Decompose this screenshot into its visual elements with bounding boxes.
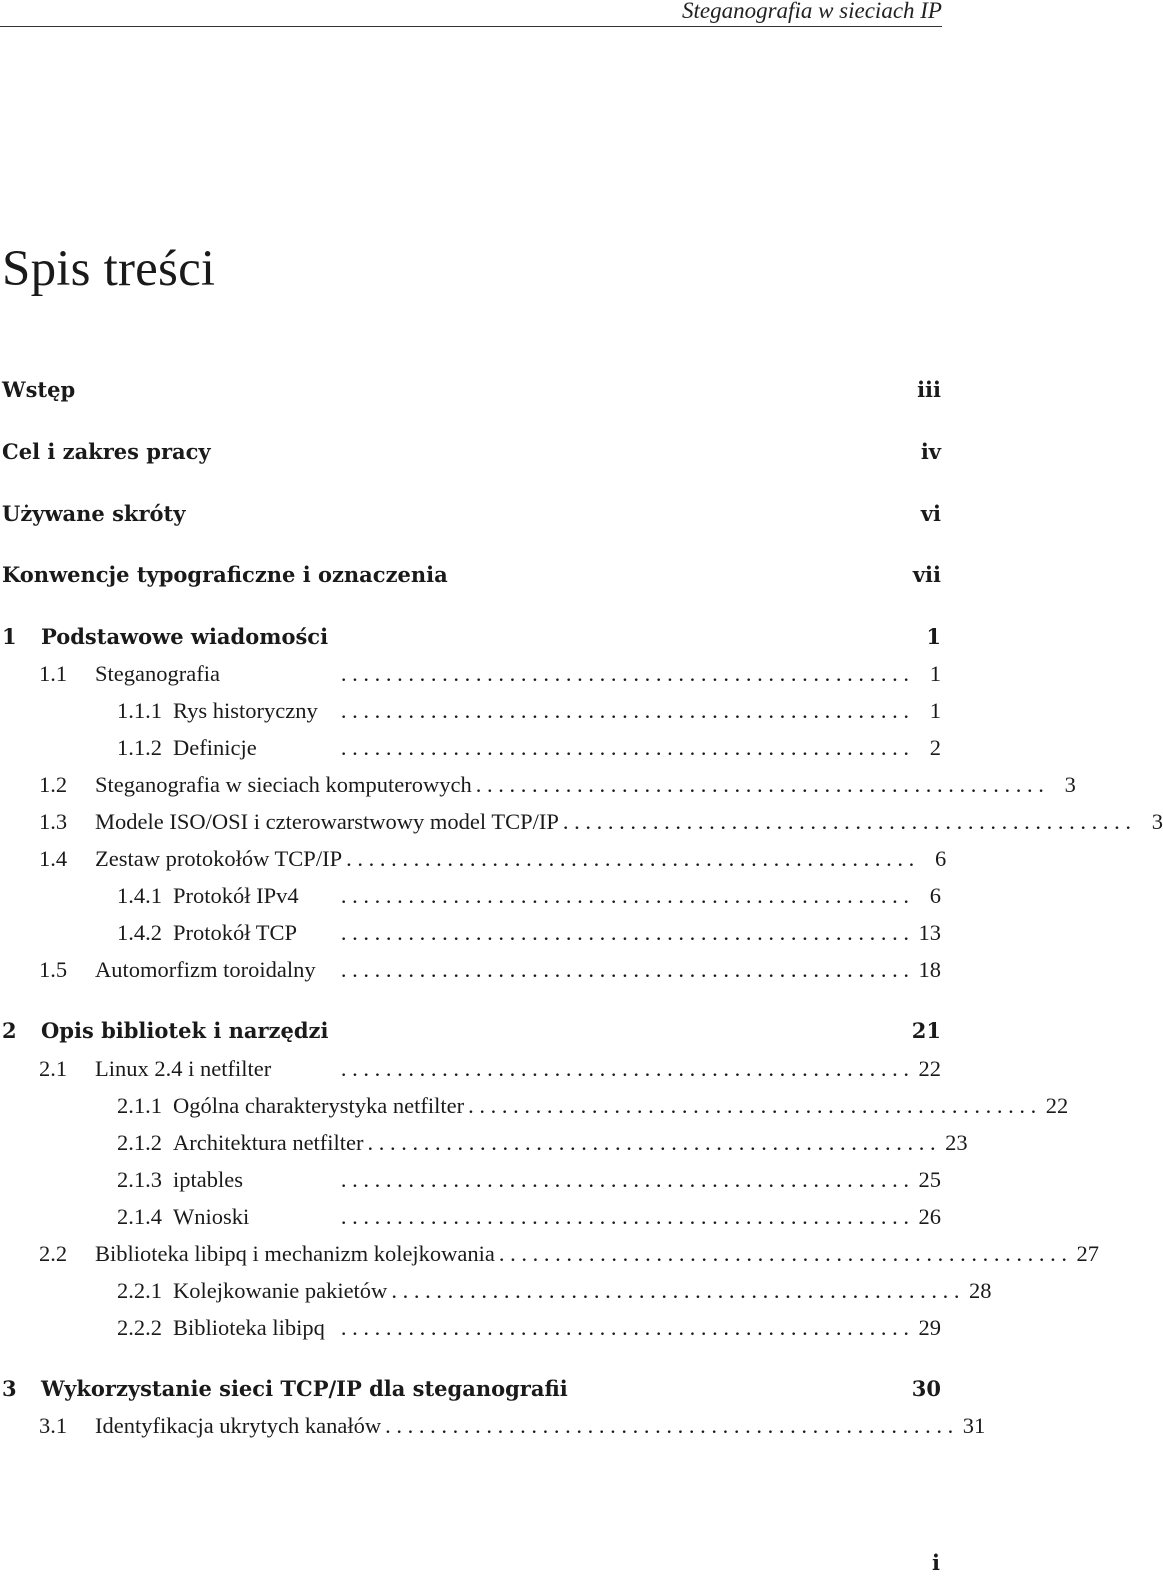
toc-entry-page: iv	[920, 439, 941, 464]
toc-section-1-2[interactable]	[0, 770, 1076, 800]
toc-entry-number: 2.2.2	[117, 1315, 162, 1340]
toc-subsection-2-1-2[interactable]	[0, 1128, 968, 1158]
toc-entry-page: 3	[1064, 772, 1076, 797]
toc-entry-title: Ogólna charakterystyka netfilter	[173, 1093, 465, 1118]
dot-leader: . . . . . . . . . . . . . . . . . . . . . . . . . . . . . . . . . . . . . . . . . . . . . . . . . . .	[340, 1056, 909, 1081]
toc-entry-title: iptables	[173, 1167, 243, 1192]
toc-entry-page: 28	[968, 1278, 992, 1303]
toc-entry-page: vii	[912, 562, 941, 587]
toc-entry-title: Definicje	[173, 735, 257, 760]
toc-entry-page: 22	[918, 1056, 941, 1081]
toc-entry-page: 1	[929, 698, 941, 723]
toc-entry-number: 1.1	[39, 661, 68, 686]
toc-entry-title: Wstęp	[2, 377, 76, 402]
toc-entry-number: 1.1.2	[117, 735, 162, 760]
toc-subsection-1-4-2[interactable]	[0, 918, 941, 948]
toc-entry-number: 1.4	[39, 846, 68, 871]
toc-entry-title: Konwencje typograficzne i oznaczenia	[2, 562, 448, 587]
dot-leader: . . . . . . . . . . . . . . . . . . . . . . . . . . . . . . . . . . . . . . . . . . . . . . . . . . .	[340, 735, 909, 760]
toc-entry-title: Podstawowe wiadomości	[41, 624, 329, 649]
toc-entry-title: Rys historyczny	[173, 698, 318, 723]
toc-entry-page: 13	[918, 920, 941, 945]
dot-leader: . . . . . . . . . . . . . . . . . . . . . . . . . . . . . . . . . . . . . . . . . . . . . . . . . . .	[340, 698, 909, 723]
dot-leader: . . . . . . . . . . . . . . . . . . . . . . . . . . . . . . . . . . . . . . . . . . . . . . . . . . .	[340, 1315, 909, 1340]
toc-entry-number: 2.1.3	[117, 1167, 162, 1192]
toc-entry-konwencje[interactable]	[0, 560, 941, 590]
toc-entry-number: 2	[2, 1018, 17, 1043]
toc-entry-number: 1.3	[39, 809, 68, 834]
dot-leader: . . . . . . . . . . . . . . . . . . . . . . . . . . . . . . . . . . . . . . . . . . . . . . . . . . .	[391, 1278, 960, 1303]
toc-entry-title: Zestaw protokołów TCP/IP	[95, 846, 343, 871]
toc-entry-number: 2.1.1	[117, 1093, 162, 1118]
dot-leader: . . . . . . . . . . . . . . . . . . . . . . . . . . . . . . . . . . . . . . . . . . . . . . . . . . .	[562, 809, 1132, 834]
toc-entry-page: 21	[911, 1018, 941, 1043]
toc-entry-number: 1.1.1	[117, 698, 162, 723]
toc-entry-page: 31	[962, 1413, 986, 1438]
toc-entry-number: 2.1.2	[117, 1130, 162, 1155]
toc-entry-title: Biblioteka libipq	[173, 1315, 325, 1340]
toc-entry-title: Modele ISO/OSI i czterowarstwowy model TCP/IP	[95, 809, 559, 834]
toc-entry-cel-i-zakres-pracy[interactable]	[0, 437, 941, 467]
toc-entry-number: 2.2.1	[117, 1278, 162, 1303]
toc-chapter-3[interactable]	[0, 1374, 941, 1404]
toc-entry-number: 2.1	[39, 1056, 68, 1081]
running-header-title: Steganografia w sieciach IP	[682, 0, 942, 23]
toc-subsection-2-2-1[interactable]	[0, 1276, 992, 1306]
toc-entry-page: 25	[918, 1167, 941, 1192]
toc-entry-number: 2.1.4	[117, 1204, 162, 1229]
toc-entry-page: 2	[929, 735, 941, 760]
dot-leader: . . . . . . . . . . . . . . . . . . . . . . . . . . . . . . . . . . . . . . . . . . . . . . . . . . .	[475, 772, 1044, 797]
toc-section-3-1[interactable]	[0, 1411, 986, 1441]
toc-entry-wstep[interactable]	[0, 375, 941, 405]
toc-entry-page: 6	[934, 846, 947, 871]
toc-entry-number: 1.5	[39, 957, 68, 982]
toc-subsection-1-1-1[interactable]	[0, 696, 941, 726]
dot-leader: . . . . . . . . . . . . . . . . . . . . . . . . . . . . . . . . . . . . . . . . . . . . . . . . . . .	[340, 1204, 909, 1229]
toc-entry-title: Linux 2.4 i netfilter	[95, 1056, 272, 1081]
toc-subsection-1-4-1[interactable]	[0, 881, 941, 911]
toc-entry-title: Wnioski	[173, 1204, 250, 1229]
toc-entry-page: 18	[918, 957, 941, 982]
toc-entry-page: iii	[917, 377, 941, 402]
dot-leader: . . . . . . . . . . . . . . . . . . . . . . . . . . . . . . . . . . . . . . . . . . . . . . . . . . .	[340, 920, 909, 945]
toc-section-2-2[interactable]	[0, 1239, 1100, 1269]
toc-entry-page: 22	[1045, 1093, 1069, 1118]
toc-entry-number: 3	[2, 1376, 17, 1401]
dot-leader: . . . . . . . . . . . . . . . . . . . . . . . . . . . . . . . . . . . . . . . . . . . . . . . . . . .	[346, 846, 915, 871]
toc-entry-title: Steganografia w sieciach komputerowych	[95, 772, 472, 797]
toc-entry-page: 30	[911, 1376, 941, 1401]
dot-leader: . . . . . . . . . . . . . . . . . . . . . . . . . . . . . . . . . . . . . . . . . . . . . . . . . . .	[340, 1167, 909, 1192]
toc-entry-title: Używane skróty	[2, 501, 186, 526]
toc-entry-page: 1	[926, 624, 941, 649]
toc-chapter-2[interactable]	[0, 1016, 941, 1046]
toc-entry-title: Architektura netfilter	[173, 1130, 364, 1155]
toc-entry-page: 23	[945, 1130, 968, 1155]
toc-entry-uzywane-skroty[interactable]	[0, 499, 941, 529]
toc-entry-page: 26	[918, 1204, 941, 1229]
toc-entry-number: 1.2	[39, 772, 68, 797]
toc-entry-page: 27	[1076, 1241, 1100, 1266]
toc-section-1-1[interactable]	[0, 659, 941, 689]
dot-leader: . . . . . . . . . . . . . . . . . . . . . . . . . . . . . . . . . . . . . . . . . . . . . . . . . . .	[367, 1130, 936, 1155]
toc-section-2-1[interactable]	[0, 1054, 941, 1084]
dot-leader: . . . . . . . . . . . . . . . . . . . . . . . . . . . . . . . . . . . . . . . . . . . . . . . . . . .	[468, 1093, 1037, 1118]
toc-entry-number: 3.1	[39, 1413, 68, 1438]
toc-entry-title: Protokół IPv4	[173, 883, 299, 908]
toc-entry-title: Wykorzystanie sieci TCP/IP dla steganografii	[41, 1376, 568, 1401]
toc-section-1-5[interactable]	[0, 955, 941, 985]
toc-subsection-2-1-4[interactable]	[0, 1202, 941, 1232]
toc-entry-title: Steganografia	[95, 661, 220, 686]
toc-entry-page: 3	[1151, 809, 1163, 834]
toc-entry-title: Kolejkowanie pakietów	[173, 1278, 388, 1303]
dot-leader: . . . . . . . . . . . . . . . . . . . . . . . . . . . . . . . . . . . . . . . . . . . . . . . . . . .	[340, 661, 909, 686]
toc-entry-title: Automorfizm toroidalny	[95, 957, 316, 982]
page-number: i	[932, 1550, 940, 1575]
toc-entry-title: Opis bibliotek i narzędzi	[41, 1018, 329, 1043]
toc-entry-page: 6	[929, 883, 941, 908]
toc-entry-number: 1	[2, 624, 17, 649]
toc-subsection-2-1-3[interactable]	[0, 1165, 941, 1195]
toc-entry-page: 29	[918, 1315, 941, 1340]
toc-entry-title: Biblioteka libipq i mechanizm kolejkowania	[95, 1241, 495, 1266]
dot-leader: . . . . . . . . . . . . . . . . . . . . . . . . . . . . . . . . . . . . . . . . . . . . . . . . . . .	[340, 957, 909, 982]
toc-subsection-2-1-1[interactable]	[0, 1091, 1069, 1121]
toc-chapter-1[interactable]	[0, 622, 941, 652]
toc-section-1-4[interactable]	[0, 844, 947, 874]
toc-entry-number: 1.4.1	[117, 883, 162, 908]
toc-entry-page: vi	[920, 501, 941, 526]
toc-entry-title: Identyfikacja ukrytych kanałów	[95, 1413, 382, 1438]
toc-section-1-3[interactable]	[0, 807, 1163, 837]
dot-leader: . . . . . . . . . . . . . . . . . . . . . . . . . . . . . . . . . . . . . . . . . . . . . . . . . . .	[385, 1413, 954, 1438]
toc-entry-number: 2.2	[39, 1241, 68, 1266]
dot-leader: . . . . . . . . . . . . . . . . . . . . . . . . . . . . . . . . . . . . . . . . . . . . . . . . . . .	[498, 1241, 1068, 1266]
toc-subsection-1-1-2[interactable]	[0, 733, 941, 763]
toc-entry-title: Cel i zakres pracy	[2, 439, 211, 464]
dot-leader: . . . . . . . . . . . . . . . . . . . . . . . . . . . . . . . . . . . . . . . . . . . . . . . . . . .	[340, 883, 909, 908]
toc-subsection-2-2-2[interactable]	[0, 1313, 941, 1343]
toc-entry-number: 1.4.2	[117, 920, 162, 945]
page-title: Spis treści	[2, 241, 216, 298]
toc-entry-title: Protokół TCP	[173, 920, 297, 945]
toc-entry-page: 1	[929, 661, 941, 686]
